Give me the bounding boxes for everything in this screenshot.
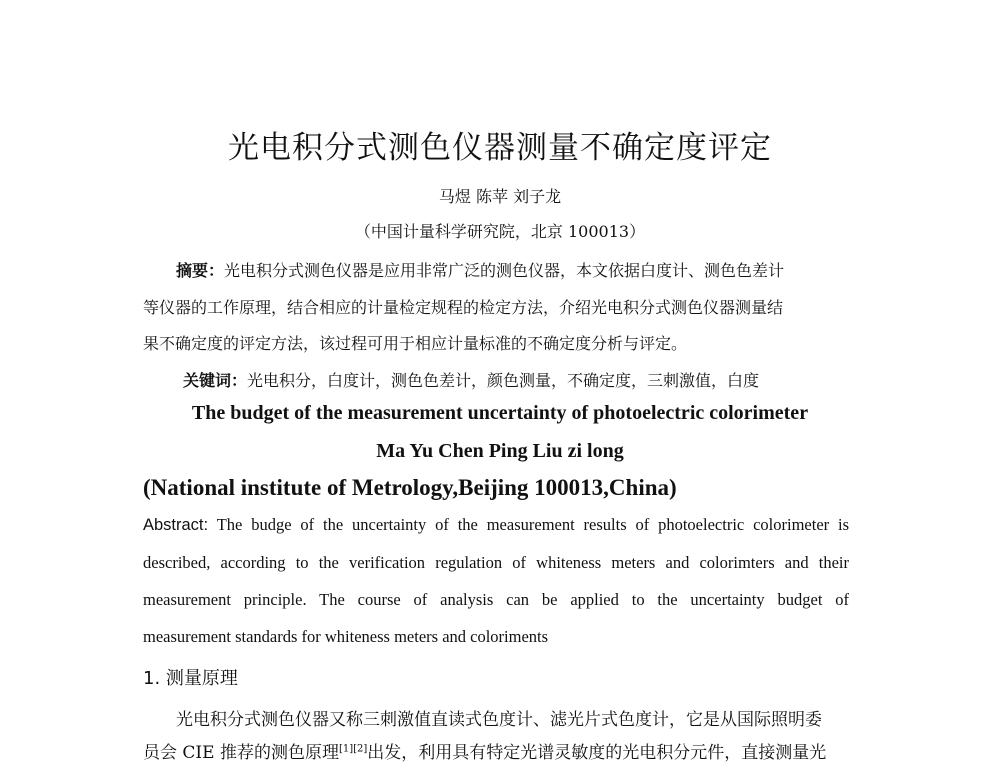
authors-en: Ma Yu Chen Ping Liu zi long	[376, 440, 624, 462]
affiliation-cn: （中国计量科学研究院，北京 100013）	[354, 222, 646, 241]
abstract-cn-text-1: 光电积分式测色仪器是应用非常广泛的测色仪器，本文依据白度计、测色色差计	[224, 261, 785, 280]
keywords-cn-label: 关键词：	[183, 371, 248, 390]
section-1-line-2-part-1: 员会 CIE 推荐的测色原理	[143, 743, 339, 763]
abstract-cn-line-2: 等仪器的工作原理，结合相应的计量检定规程的检定方法，介绍光电积分式测色仪器测量结	[143, 298, 784, 317]
keywords-cn-text: 光电积分，白度计，测色色差计，颜色测量，不确定度，三刺激值，白度	[247, 371, 760, 390]
abstract-en-label: Abstract:	[143, 516, 209, 534]
abstract-en-line-4: measurement standards for whiteness meters and coloriments	[143, 627, 549, 646]
abstract-cn-label: 摘要：	[176, 261, 225, 280]
affiliation-en: (National institute of Metrology,Beijing 100013,China)	[143, 475, 677, 500]
paper-title-en: The budget of the measurement uncertainty of photoelectric colorimeter	[191, 402, 809, 424]
keywords-cn	[183, 368, 759, 391]
paper-title-cn: 光电积分式测色仪器测量不确定度评定	[228, 130, 772, 166]
abstract-en-line-1	[143, 515, 849, 535]
citation-1: [1]	[338, 743, 354, 755]
citation-2: [2]	[353, 743, 368, 755]
authors-cn: 马煜 陈苹 刘子龙	[438, 187, 562, 206]
abstract-en-line-3: measurement principle. The course of analysis can be applied to the uncertainty budget of	[143, 590, 849, 609]
section-1-line-1: 光电积分式测色仪器又称三刺激值直读式色度计、滤光片式色度计，它是从国际照明委	[176, 710, 822, 730]
section-1-heading: 1. 测量原理	[143, 668, 238, 689]
abstract-cn-line-1	[176, 258, 784, 281]
abstract-cn-line-3: 果不确定度的评定方法，该过程可用于相应计量标准的不确定度分析与评定。	[143, 334, 688, 353]
abstract-en-text-1: The budge of the uncertainty of the measurement results of photoelectric colorimeter is	[216, 515, 850, 534]
section-1-line-2-part-2: 出发，利用具有特定光谱灵敏度的光电积分元件，直接测量光	[367, 743, 827, 763]
abstract-en-line-2: described, according to the verification regulation of whiteness meters and colorimters and their	[143, 553, 849, 572]
section-1-line-2	[143, 738, 826, 763]
